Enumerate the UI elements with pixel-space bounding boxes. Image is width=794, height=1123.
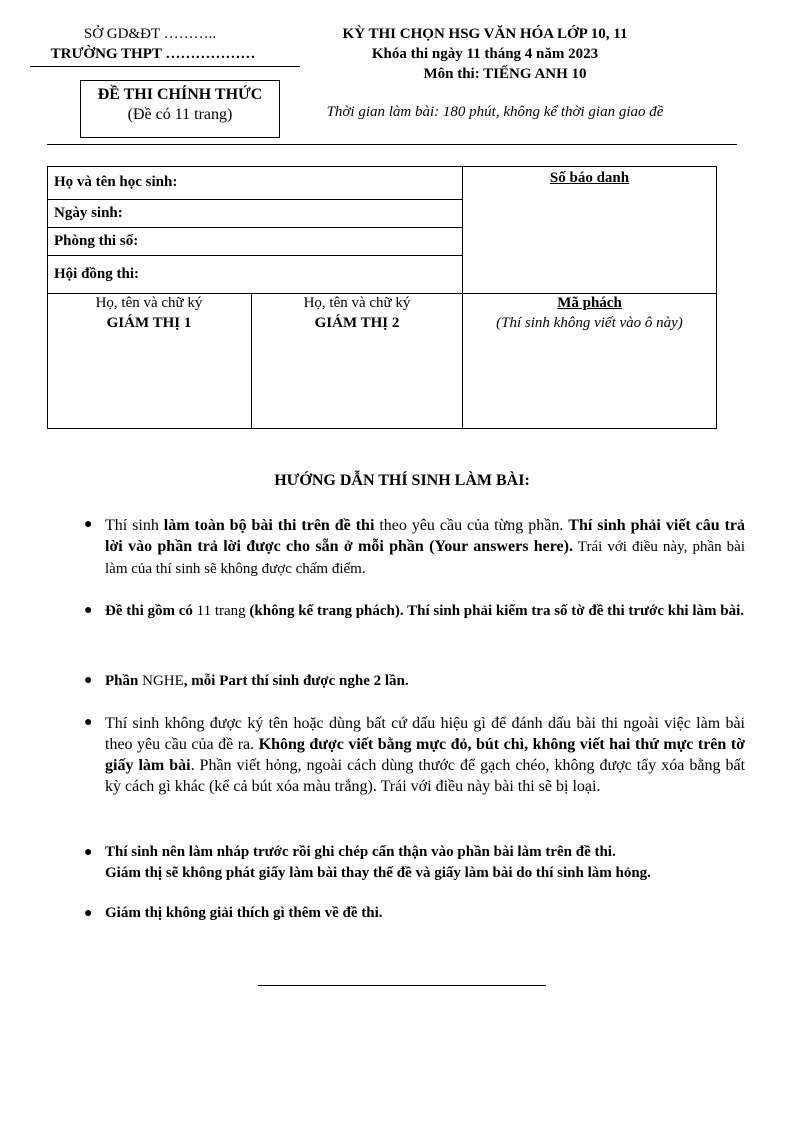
bullet-icon: ● xyxy=(84,603,93,618)
council-field[interactable]: Hội đồng thi: xyxy=(54,266,140,282)
instruction-4-text-a: Thí sinh không được ký tên hoặc dùng bất cứ dấu hiệu gì để đánh dấu bài thi ngoài việc làm bài theo yêu cầu của đề ra. xyxy=(105,715,745,753)
instruction-3-text-b: NGHE xyxy=(138,673,184,689)
bullet-icon: ● xyxy=(84,715,93,730)
instruction-3 xyxy=(105,671,745,692)
header-divider xyxy=(47,144,737,145)
room-field[interactable]: Phòng thi số: xyxy=(54,233,139,249)
time-note: Thời gian làm bài: 180 phút, không kể thời gian giao đề xyxy=(326,104,664,120)
instruction-5-line-1: Thí sinh nên làm nháp trước rồi ghi chép cẩn thận vào phần bài làm trên đề thi. xyxy=(105,844,616,860)
end-divider xyxy=(258,985,546,986)
dob-field[interactable]: Ngày sinh: xyxy=(54,205,123,221)
instruction-1-text-e: Trái với điều này, phần bài làm của thí sinh sẽ không được chấm điểm. xyxy=(105,539,745,577)
instruction-2 xyxy=(105,601,765,622)
exam-subject: Môn thi: TIẾNG ANH 10 xyxy=(423,66,587,82)
bullet-icon: ● xyxy=(84,906,93,921)
invigilator2-caption: Họ, tên và chữ ký xyxy=(303,295,411,311)
table-border-top xyxy=(47,166,717,167)
candidate-number-box[interactable]: Số báo danh xyxy=(549,170,630,186)
code-box-note: (Thí sinh không viết vào ô này) xyxy=(496,315,683,331)
instruction-3-text-c: , mỗi Part thí sinh được nghe 2 lần. xyxy=(183,673,409,689)
school-name: TRƯỜNG THPT ……………… xyxy=(50,46,256,62)
instruction-1-text-d: Thí sinh phải viết câu trả lời vào phần trả lời được cho sẵn ở mỗi phần (Your answers here). xyxy=(105,517,746,555)
instruction-3-text-a: Phần xyxy=(105,673,139,689)
instruction-1-text-b: làm toàn bộ bài thi trên đề thi xyxy=(163,517,375,534)
instruction-4 xyxy=(105,713,745,797)
instruction-5-line-2: Giám thị sẽ không phát giấy làm bài thay thế đề và giấy làm bài do thí sinh làm hỏng. xyxy=(105,865,651,881)
table-border-bottom xyxy=(47,428,717,429)
instruction-2-text-b: 11 trang xyxy=(192,603,250,619)
department-name: SỞ GD&ĐT ……….. xyxy=(83,26,217,42)
instruction-4-text-c: . Phần viết hỏng, ngoài cách dùng thước để gạch chéo, không được tẩy xóa bằng bất kỳ cách gì khác (kể cả bút xóa màu trắng). Trái với điều này bài thi sẽ bị loại. xyxy=(105,757,746,795)
instruction-1-text-a: Thí sinh xyxy=(105,517,164,534)
instruction-1 xyxy=(105,515,745,580)
instruction-6: Giám thị không giải thích gì thêm về đề thi. xyxy=(105,905,383,921)
table-divider-row4 xyxy=(47,293,717,294)
candidate-info-table xyxy=(47,166,717,429)
instruction-2-text-c: (không kể trang phách). Thí sinh phải kiểm tra số tờ đề thi trước khi làm bài. xyxy=(249,603,745,619)
table-divider-col2 xyxy=(251,293,252,429)
official-exam-pages: (Đề có 11 trang) xyxy=(127,106,233,123)
header-left-divider xyxy=(30,66,300,67)
invigilator2-signature-box[interactable]: GIÁM THỊ 2 xyxy=(314,315,400,331)
table-divider-row3 xyxy=(47,255,462,256)
bullet-icon: ● xyxy=(84,673,93,688)
bullet-icon: ● xyxy=(84,845,93,860)
invigilator1-caption: Họ, tên và chữ ký xyxy=(95,295,203,311)
table-divider-row2 xyxy=(47,227,462,228)
table-divider-row1 xyxy=(47,199,462,200)
instruction-1-text-c: theo yêu cầu của từng phần. xyxy=(374,517,569,534)
code-box-title: Mã phách xyxy=(557,295,622,311)
bullet-icon: ● xyxy=(84,517,93,532)
exam-date: Khóa thi ngày 11 tháng 4 năm 2023 xyxy=(371,46,599,62)
instruction-4-text-b: Không được viết bằng mực đỏ, bút chì, không viết hai thứ mực trên tờ giấy làm bài xyxy=(105,736,746,774)
instruction-5 xyxy=(105,842,765,884)
student-name-field[interactable]: Họ và tên học sinh: xyxy=(54,174,178,190)
official-exam-title: ĐỀ THI CHÍNH THỨC xyxy=(97,86,263,103)
exam-title: KỲ THI CHỌN HSG VĂN HÓA LỚP 10, 11 xyxy=(342,26,628,42)
invigilator1-signature-box[interactable]: GIÁM THỊ 1 xyxy=(106,315,192,331)
instruction-2-text-a: Đề thi gồm có xyxy=(105,603,193,619)
instructions-title: HƯỚNG DẪN THÍ SINH LÀM BÀI: xyxy=(274,472,530,489)
